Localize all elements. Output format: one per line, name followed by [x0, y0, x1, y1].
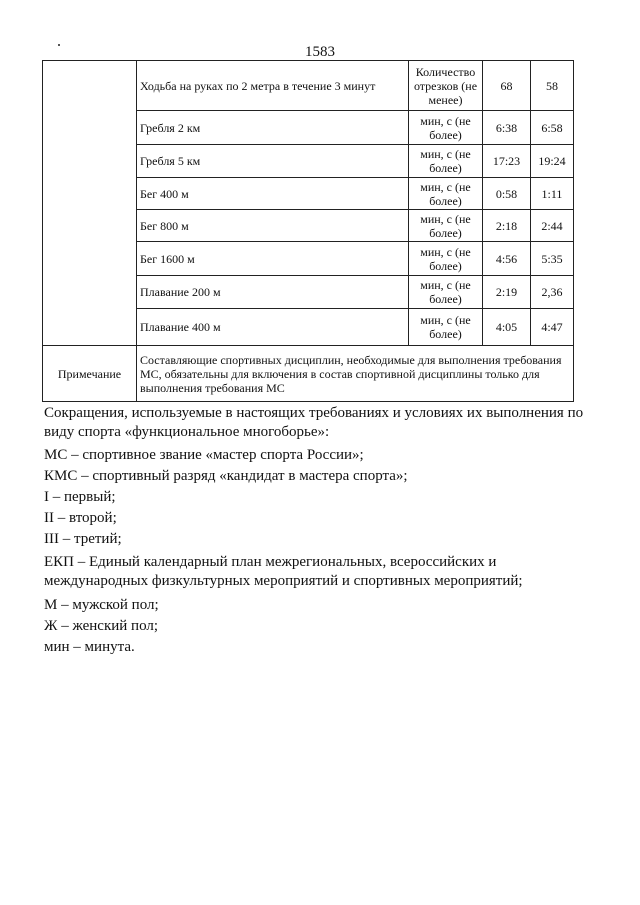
- unit-cell: мин, с (не более): [409, 210, 483, 242]
- discipline-name: Бег 1600 м: [137, 242, 409, 276]
- abbreviations-section: [44, 404, 584, 657]
- value-men: 68: [483, 61, 531, 111]
- unit-cell: мин, с (не более): [409, 309, 483, 346]
- value-men: 4:56: [483, 242, 531, 276]
- unit-cell: Количество отрезков (не менее): [409, 61, 483, 111]
- value-men: 0:58: [483, 178, 531, 210]
- page-number: 1583: [305, 44, 335, 60]
- discipline-name: Гребля 2 км: [137, 111, 409, 145]
- value-men: 4:05: [483, 309, 531, 346]
- discipline-name: Ходьба на руках по 2 метра в течение 3 минут: [137, 61, 409, 111]
- abbreviation-item: III – третий;: [44, 531, 122, 547]
- abbreviation-item: I – первый;: [44, 489, 116, 505]
- unit-cell: мин, с (не более): [409, 276, 483, 309]
- discipline-name: Бег 400 м: [137, 178, 409, 210]
- value-women: 2:44: [531, 210, 574, 242]
- abbreviation-item: ЕКП – Единый календарный план межрегиональных, всероссийских и международных физкультурных мероприятий и спортивных мероприятий;: [44, 554, 523, 589]
- value-women: 5:35: [531, 242, 574, 276]
- note-label: Примечание: [43, 346, 137, 402]
- discipline-name: Плавание 400 м: [137, 309, 409, 346]
- abbreviation-item: мин – минута.: [44, 639, 135, 655]
- value-women: 6:58: [531, 111, 574, 145]
- unit-cell: мин, с (не более): [409, 242, 483, 276]
- table-row: [43, 61, 574, 111]
- abbreviation-item: МС – спортивное звание «мастер спорта России»;: [44, 447, 364, 463]
- value-women: 1:11: [531, 178, 574, 210]
- abbreviation-item: М – мужской пол;: [44, 597, 159, 613]
- unit-cell: мин, с (не более): [409, 178, 483, 210]
- discipline-name: Плавание 200 м: [137, 276, 409, 309]
- note-row: [43, 346, 574, 402]
- value-men: 2:18: [483, 210, 531, 242]
- unit-cell: мин, с (не более): [409, 145, 483, 178]
- value-women: 19:24: [531, 145, 574, 178]
- value-men: 17:23: [483, 145, 531, 178]
- value-women: 2,36: [531, 276, 574, 309]
- note-text: Составляющие спортивных дисциплин, необходимые для выполнения требования МС, обязательны для включения в состав спортивной дисциплины только для выполнения требования МС: [137, 346, 574, 402]
- abbreviation-item: Ж – женский пол;: [44, 618, 159, 634]
- discipline-name: Бег 800 м: [137, 210, 409, 242]
- abbreviations-intro: Сокращения, используемые в настоящих требованиях и условиях их выполнения по виду спорта «функциональное многоборье»:: [44, 405, 584, 440]
- value-men: 6:38: [483, 111, 531, 145]
- value-men: 2:19: [483, 276, 531, 309]
- discipline-name: Гребля 5 км: [137, 145, 409, 178]
- value-women: 58: [531, 61, 574, 111]
- abbreviation-item: II – второй;: [44, 510, 117, 526]
- norms-table: [42, 60, 574, 402]
- blank-cell: [43, 61, 137, 346]
- abbreviation-item: КМС – спортивный разряд «кандидат в мастера спорта»;: [44, 468, 408, 484]
- value-women: 4:47: [531, 309, 574, 346]
- unit-cell: мин, с (не более): [409, 111, 483, 145]
